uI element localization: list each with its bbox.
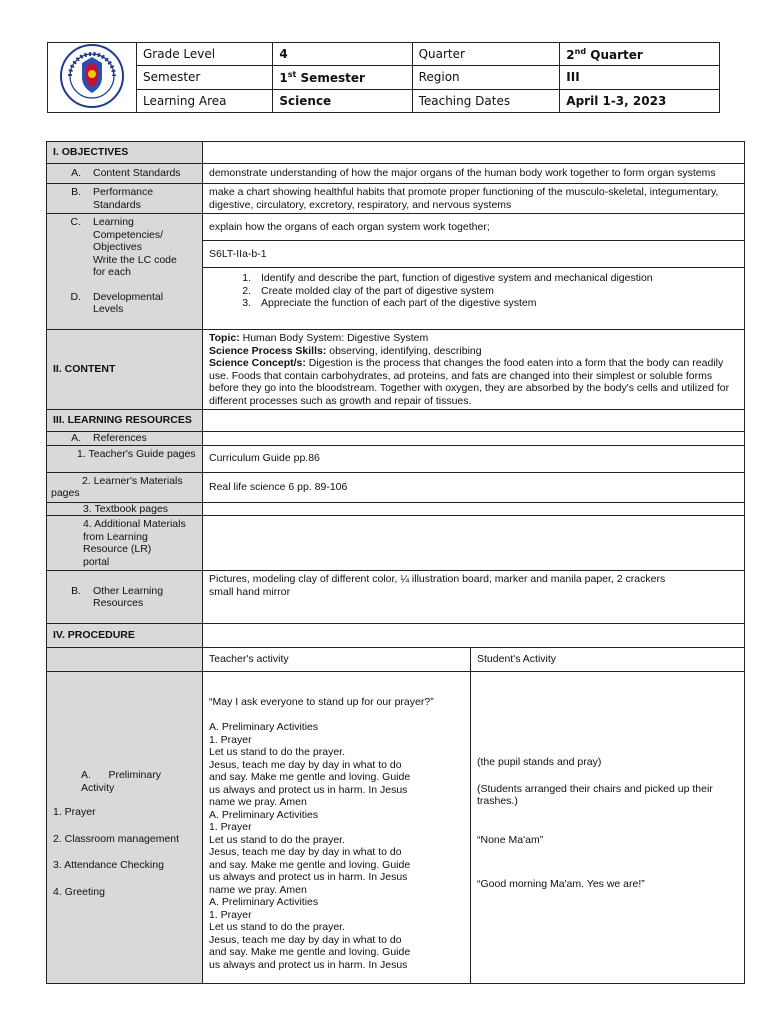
procedure-heading: IV. PROCEDURE bbox=[47, 624, 203, 648]
grade-level-label: Grade Level bbox=[137, 43, 273, 66]
learners-materials-value: Real life science 6 pp. 89-106 bbox=[203, 472, 745, 502]
developmental-levels-label: Developmental Levels bbox=[93, 290, 164, 315]
learning-area-value: Science bbox=[273, 89, 412, 112]
region-value: III bbox=[560, 66, 720, 89]
other-resources-label: Other Learning Resources bbox=[93, 584, 164, 609]
textbook-pages-label: 3. Textbook pages bbox=[47, 502, 203, 516]
teaching-dates-value: April 1-3, 2023 bbox=[560, 89, 720, 112]
performance-standards-label: Performance Standards bbox=[93, 186, 154, 211]
objectives-heading: I. OBJECTIVES bbox=[47, 142, 203, 164]
teaching-dates-label: Teaching Dates bbox=[412, 89, 560, 112]
quarter-label: Quarter bbox=[412, 43, 560, 66]
step-classroom-management: 2. Classroom management bbox=[53, 832, 180, 845]
student-response-pray: (the pupil stands and pray) bbox=[477, 756, 602, 768]
deped-seal-logo bbox=[48, 43, 137, 113]
student-response-chairs: (Students arranged their chairs and picked up their trashes.) bbox=[477, 782, 713, 807]
competency-value: explain how the organs of each organ system work together; bbox=[203, 214, 745, 241]
grade-level-value: 4 bbox=[273, 43, 412, 66]
performance-standards-value: make a chart showing healthful habits that promote proper functioning of the musculo-skeletal, integumentary, digestive, circulatory, excretory, respiratory, and nervous systems bbox=[203, 184, 745, 214]
preliminary-activity-cell: A. Preliminary Activity 1. Prayer 2. Classroom management 3. Attendance Checking 4. Greeting bbox=[47, 672, 203, 984]
student-response-attendance: “None Ma'am” bbox=[477, 833, 544, 846]
teacher-activity-header: Teacher's activity bbox=[203, 648, 471, 672]
student-activity-header: Student's Activity bbox=[471, 648, 745, 672]
header-table bbox=[47, 42, 720, 113]
lc-code: S6LT-IIa-b-1 bbox=[203, 241, 745, 268]
learning-resources-heading: III. LEARNING RESOURCES bbox=[47, 410, 203, 432]
teacher-activity-text: “May I ask everyone to stand up for our prayer?” A. Preliminary Activities 1. Prayer Let us stand to do the prayer. Jesus, teach me day by day in what to do and say. Make me gentle and loving. Guide us always and protect us in harm. In Jesus name we pray. Amen A. Preliminary Activities 1. Prayer Let us stand to do the prayer. Jesus, teach me day by day in what to do and say. Make me gentle and loving. Guide us always and protect us in harm. In Jesus name we pray. Amen A. Preliminary Activities 1. Prayer Let us stand to do the prayer. Jesus, teach me day by day in what to do and say. Make me gentle and loving. Guide us always and protect us in harm. In Jesus bbox=[203, 672, 471, 984]
objectives-list bbox=[203, 268, 745, 330]
teachers-guide-value: Curriculum Guide pp.86 bbox=[203, 445, 745, 472]
competencies-label: Learning Competencies/ Objectives Write the LC code for each bbox=[93, 216, 177, 278]
step-prayer: 1. Prayer bbox=[53, 806, 96, 818]
content-heading: II. CONTENT bbox=[47, 330, 203, 410]
region-label: Region bbox=[412, 66, 560, 89]
list-item: 2. Create molded clay of the part of digestive system bbox=[242, 284, 494, 297]
content-standards-label: Content Standards bbox=[93, 167, 181, 180]
additional-materials-label: 4. Additional Materials from Learning Resource (LR) portal bbox=[47, 516, 203, 571]
other-resources-value: Pictures, modeling clay of different color, ¼ illustration board, marker and manila paper, 2 crackers small hand mirror bbox=[203, 571, 745, 624]
learning-area-label: Learning Area bbox=[137, 89, 273, 112]
teachers-guide-label: 1. Teacher's Guide pages bbox=[47, 445, 203, 472]
content-standards-value: demonstrate understanding of how the major organs of the human body work together to form organ systems bbox=[203, 164, 745, 184]
step-greeting: 4. Greeting bbox=[53, 885, 105, 898]
references-label: References bbox=[93, 432, 147, 444]
semester-value: 1st Semester bbox=[273, 66, 412, 89]
student-activity-cell bbox=[471, 672, 745, 984]
list-item: 3. Appreciate the function of each part of the digestive system bbox=[242, 297, 537, 309]
list-item: 1. Identify and describe the part, function of digestive system and mechanical digestion bbox=[242, 272, 653, 284]
quarter-value: 2nd Quarter bbox=[560, 43, 720, 66]
step-attendance-checking: 3. Attendance Checking bbox=[53, 859, 164, 871]
deped-seal-icon bbox=[56, 43, 128, 109]
learners-materials-label: 2. Learner's Materials pages bbox=[47, 472, 203, 502]
lesson-plan-table: I. OBJECTIVES A. Content Standards demonstrate understanding of how the major organs of the human body work together to form organ systems B. Performance Standards make a chart showing healthful habits that promote proper functioning of the musculo-skeletal, integumentary, digestive, circulatory, excretory, respiratory, and nervous systems C. Learning Competencies/ Objectives Write the LC code for each D. Developmental Levels explain how the organs of each organ system work together; S6LT-IIa-b-1 1. Identify and describe the part, function of digestive system and mechanical digestion 2. Create molded clay of the part of digestive system 3. Appreciate the function of each part of the digestive system II. CONTENT Topic: Human Body System: Digestive System Science Process Skills: observing, identifying, describing Science Concept/s: Digestion is the process that changes the food eaten into a form that the body can readily use. Foods that contain carbohydrates, ad proteins, and fats are changed into their simplest or soluble forms before they go into the bloodstream. Together with oxygen, they are absorbed by the body's cells and utilized for different processes such as growth and repair of tissues. III. LEARNING RESOURCES A. References 1. Teacher's Guide pages Curriculum Guide pp.86 2. Learner's Materials pages Real life science 6 pp. 89-106 3. Textbook pages 4. Additional Materials from Learning Resource (LR) portal B. Other Learning Resources Pictures, modeling clay of different color, ¼ illustration board, marker and manila paper, 2 crackers small hand mirror IV. PROCEDURE Teacher's activity Student's Activity A. Preliminary Activity 1. Prayer 2. Classroom management 3. Attendance Checking 4. Greeting “May I ask everyone to stand up for our prayer?” A. Preliminary Activities 1. Prayer Let us stand to do the prayer. Jesus, teach me day by day in what to do and say. Make me gentle and loving. Guide us always and protect us in harm. In Jesus name we pray. Amen A. Preliminary Activities 1. Prayer Let us stand to do the prayer. Jesus, teach me day by day in what to do and say. Make me gentle and loving. Guide us always and protect us in harm. In Jesus name we pray. Amen A. Preliminary Activities 1. Prayer Let us stand to do the prayer. Jesus, teach me day by day in what to do and say. Make me gentle and loving. Guide us always and protect us in harm. In Jesus (the pupil stands and pray) (Students arranged their chairs and picked up their trashes.) “None Ma'am” “Good morning Ma'am. Yes we are!” bbox=[46, 141, 745, 984]
content-body: Topic: Human Body System: Digestive System Science Process Skills: observing, identifying, describing Science Concept/s: Digestion is the process that changes the food eaten into a form that the body can readily use. Foods that contain carbohydrates, ad proteins, and fats are changed into their simplest or soluble forms before they go into the bloodstream. Together with oxygen, they are absorbed by the body's cells and utilized for different processes such as growth and repair of tissues. bbox=[203, 330, 745, 410]
student-response-greeting: “Good morning Ma'am. Yes we are!” bbox=[477, 878, 645, 890]
preliminary-activity-label: Preliminary Activity bbox=[81, 769, 161, 794]
semester-label: Semester bbox=[137, 66, 273, 89]
